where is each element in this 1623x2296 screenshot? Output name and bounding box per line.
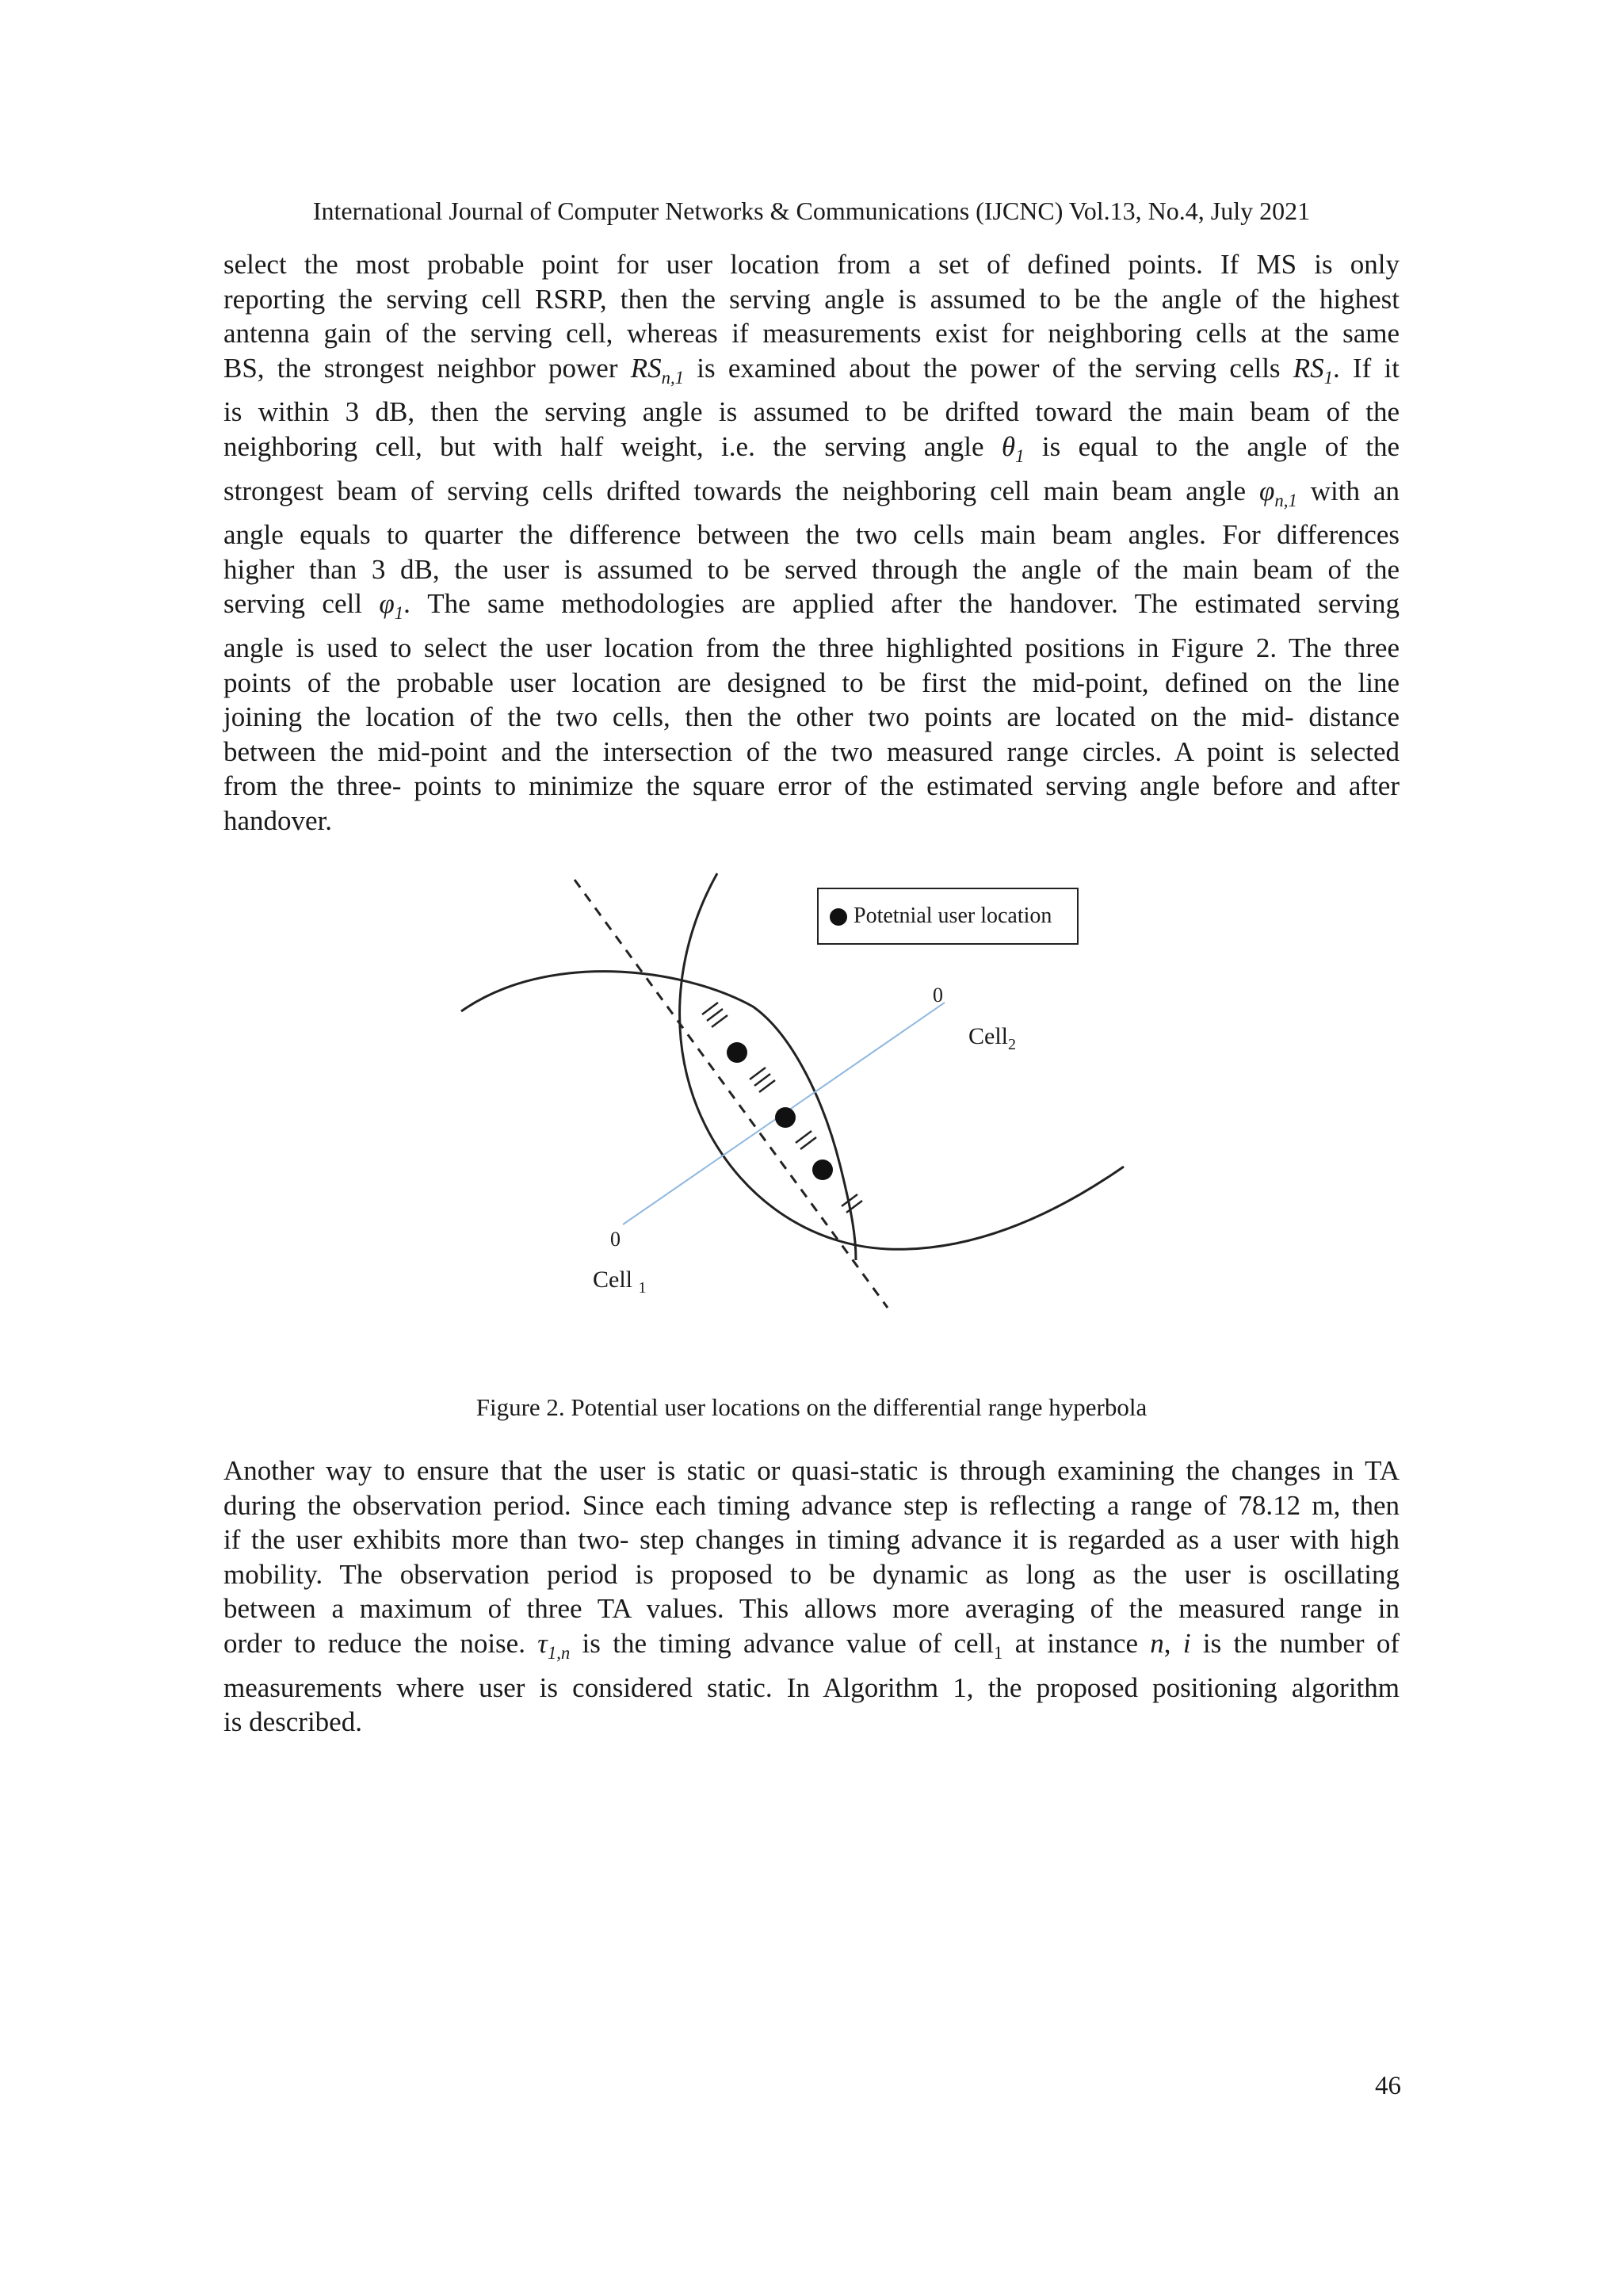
p1-line: between the mid-point and the intersection of the two measured range circles. A point is selected bbox=[223, 735, 1400, 767]
p1-line: angle is used to select the user location from the three highlighted positions in Figure 2. The three bbox=[223, 632, 1400, 663]
p1-line: handover. bbox=[223, 804, 333, 836]
cell2-marker: 0 bbox=[933, 984, 943, 1007]
p1-line: BS, the strongest neighbor power $RS_{n,1}$ is examined about the power of the serving cells $RS_1$. If it bbox=[223, 352, 1400, 388]
p1-line: antenna gain of the serving cell, whereas if measurements exist for neighboring cells at the same bbox=[223, 318, 1400, 350]
p1-line: points of the probable user location are designed to be first the mid-point, defined on the line bbox=[223, 667, 1400, 698]
cell1-label: Cell $_1$ bbox=[593, 1266, 647, 1297]
p1-line: neighboring cell, but with half weight, i.e. the serving angle $\theta_1$ is equal to the angle of the bbox=[223, 430, 1400, 466]
p2-line: mobility. The observation period is proposed to be dynamic as long as the user is oscillating bbox=[223, 1558, 1400, 1590]
user-location-point bbox=[812, 1159, 833, 1180]
legend-label: Potetnial user location bbox=[854, 904, 1052, 928]
p2-line: between a maximum of three TA values. This allows more averaging of the measured range in bbox=[223, 1593, 1400, 1625]
symbol-rs-1: $RS_1$ bbox=[1293, 352, 1334, 388]
p1-line: from the three- points to minimize the square error of the estimated serving angle before and after bbox=[223, 770, 1400, 802]
user-location-point bbox=[727, 1042, 747, 1063]
range-circle-cell1 bbox=[461, 972, 856, 1260]
figure-caption: Figure 2. Potential user locations on the differential range hyperbola bbox=[475, 1393, 1148, 1421]
symbol-phi-1: $\varphi_1$ bbox=[379, 588, 404, 624]
symbol-phi-n1: $\varphi_{n,1}$ bbox=[1259, 475, 1297, 510]
symbol-cell1: cell$_1$ bbox=[953, 1627, 1003, 1663]
figure-legend bbox=[817, 888, 1079, 945]
p2-line: during the observation period. Since each timing advance step is reflecting a range of 78.12 m, then bbox=[223, 1489, 1400, 1521]
p1-line: select the most probable point for user location from a set of defined points. If MS is only bbox=[223, 249, 1400, 280]
cell1-marker: 0 bbox=[610, 1228, 621, 1251]
symbol-rs-n1: $RS_{n,1}$ bbox=[630, 352, 685, 388]
p1-line: angle equals to quarter the difference between the two cells main beam angles. For differences bbox=[223, 519, 1400, 551]
body-paragraph-1 bbox=[223, 247, 1400, 839]
p2-line: order to reduce the noise. $\tau_{1,n}$ is the timing advance value of cell$_1$ at instance n, i is the number of bbox=[223, 1627, 1400, 1663]
symbol-tau-1n: $\tau_{1,n}$ bbox=[537, 1627, 571, 1663]
journal-header: International Journal of Computer Networks & Communications (IJCNC) Vol.13, No.4, July 2021 bbox=[312, 197, 1311, 225]
p1-line: serving cell $\varphi_1$. The same methodologies are applied after the handover. The estimated serving bbox=[223, 588, 1400, 624]
p1-line: joining the location of the two cells, then the other two points are located on the mid- distance bbox=[223, 701, 1400, 733]
user-location-point bbox=[775, 1107, 796, 1128]
p1-line: strongest beam of serving cells drifted towards the neighboring cell main beam angle $\varphi_{n,1}$ with an bbox=[223, 475, 1400, 510]
symbol-theta-1: $\theta_1$ bbox=[1001, 430, 1025, 466]
p1-line: reporting the serving cell RSRP, then the serving angle is assumed to be the angle of the highest bbox=[223, 283, 1400, 315]
p2-line: measurements where user is considered static. In Algorithm 1, the proposed positioning algorithm bbox=[223, 1671, 1400, 1703]
p2-line: if the user exhibits more than two- step changes in timing advance it is regarded as a user with high bbox=[223, 1524, 1400, 1556]
page-number: 46 bbox=[1375, 2072, 1401, 2100]
p1-line: higher than 3 dB, the user is assumed to be served through the angle of the main beam of the bbox=[223, 553, 1400, 585]
p2-line: Another way to ensure that the user is static or quasi-static is through examining the changes in TA bbox=[223, 1455, 1400, 1486]
cell2-label: Cell$_2$ bbox=[968, 1023, 1016, 1053]
p1-line: is within 3 dB, then the serving angle is assumed to be drifted toward the main beam of the bbox=[223, 396, 1400, 428]
legend-dot-icon bbox=[830, 908, 847, 926]
p2-line: is described. bbox=[223, 1706, 362, 1738]
body-paragraph-2 bbox=[223, 1454, 1400, 1740]
